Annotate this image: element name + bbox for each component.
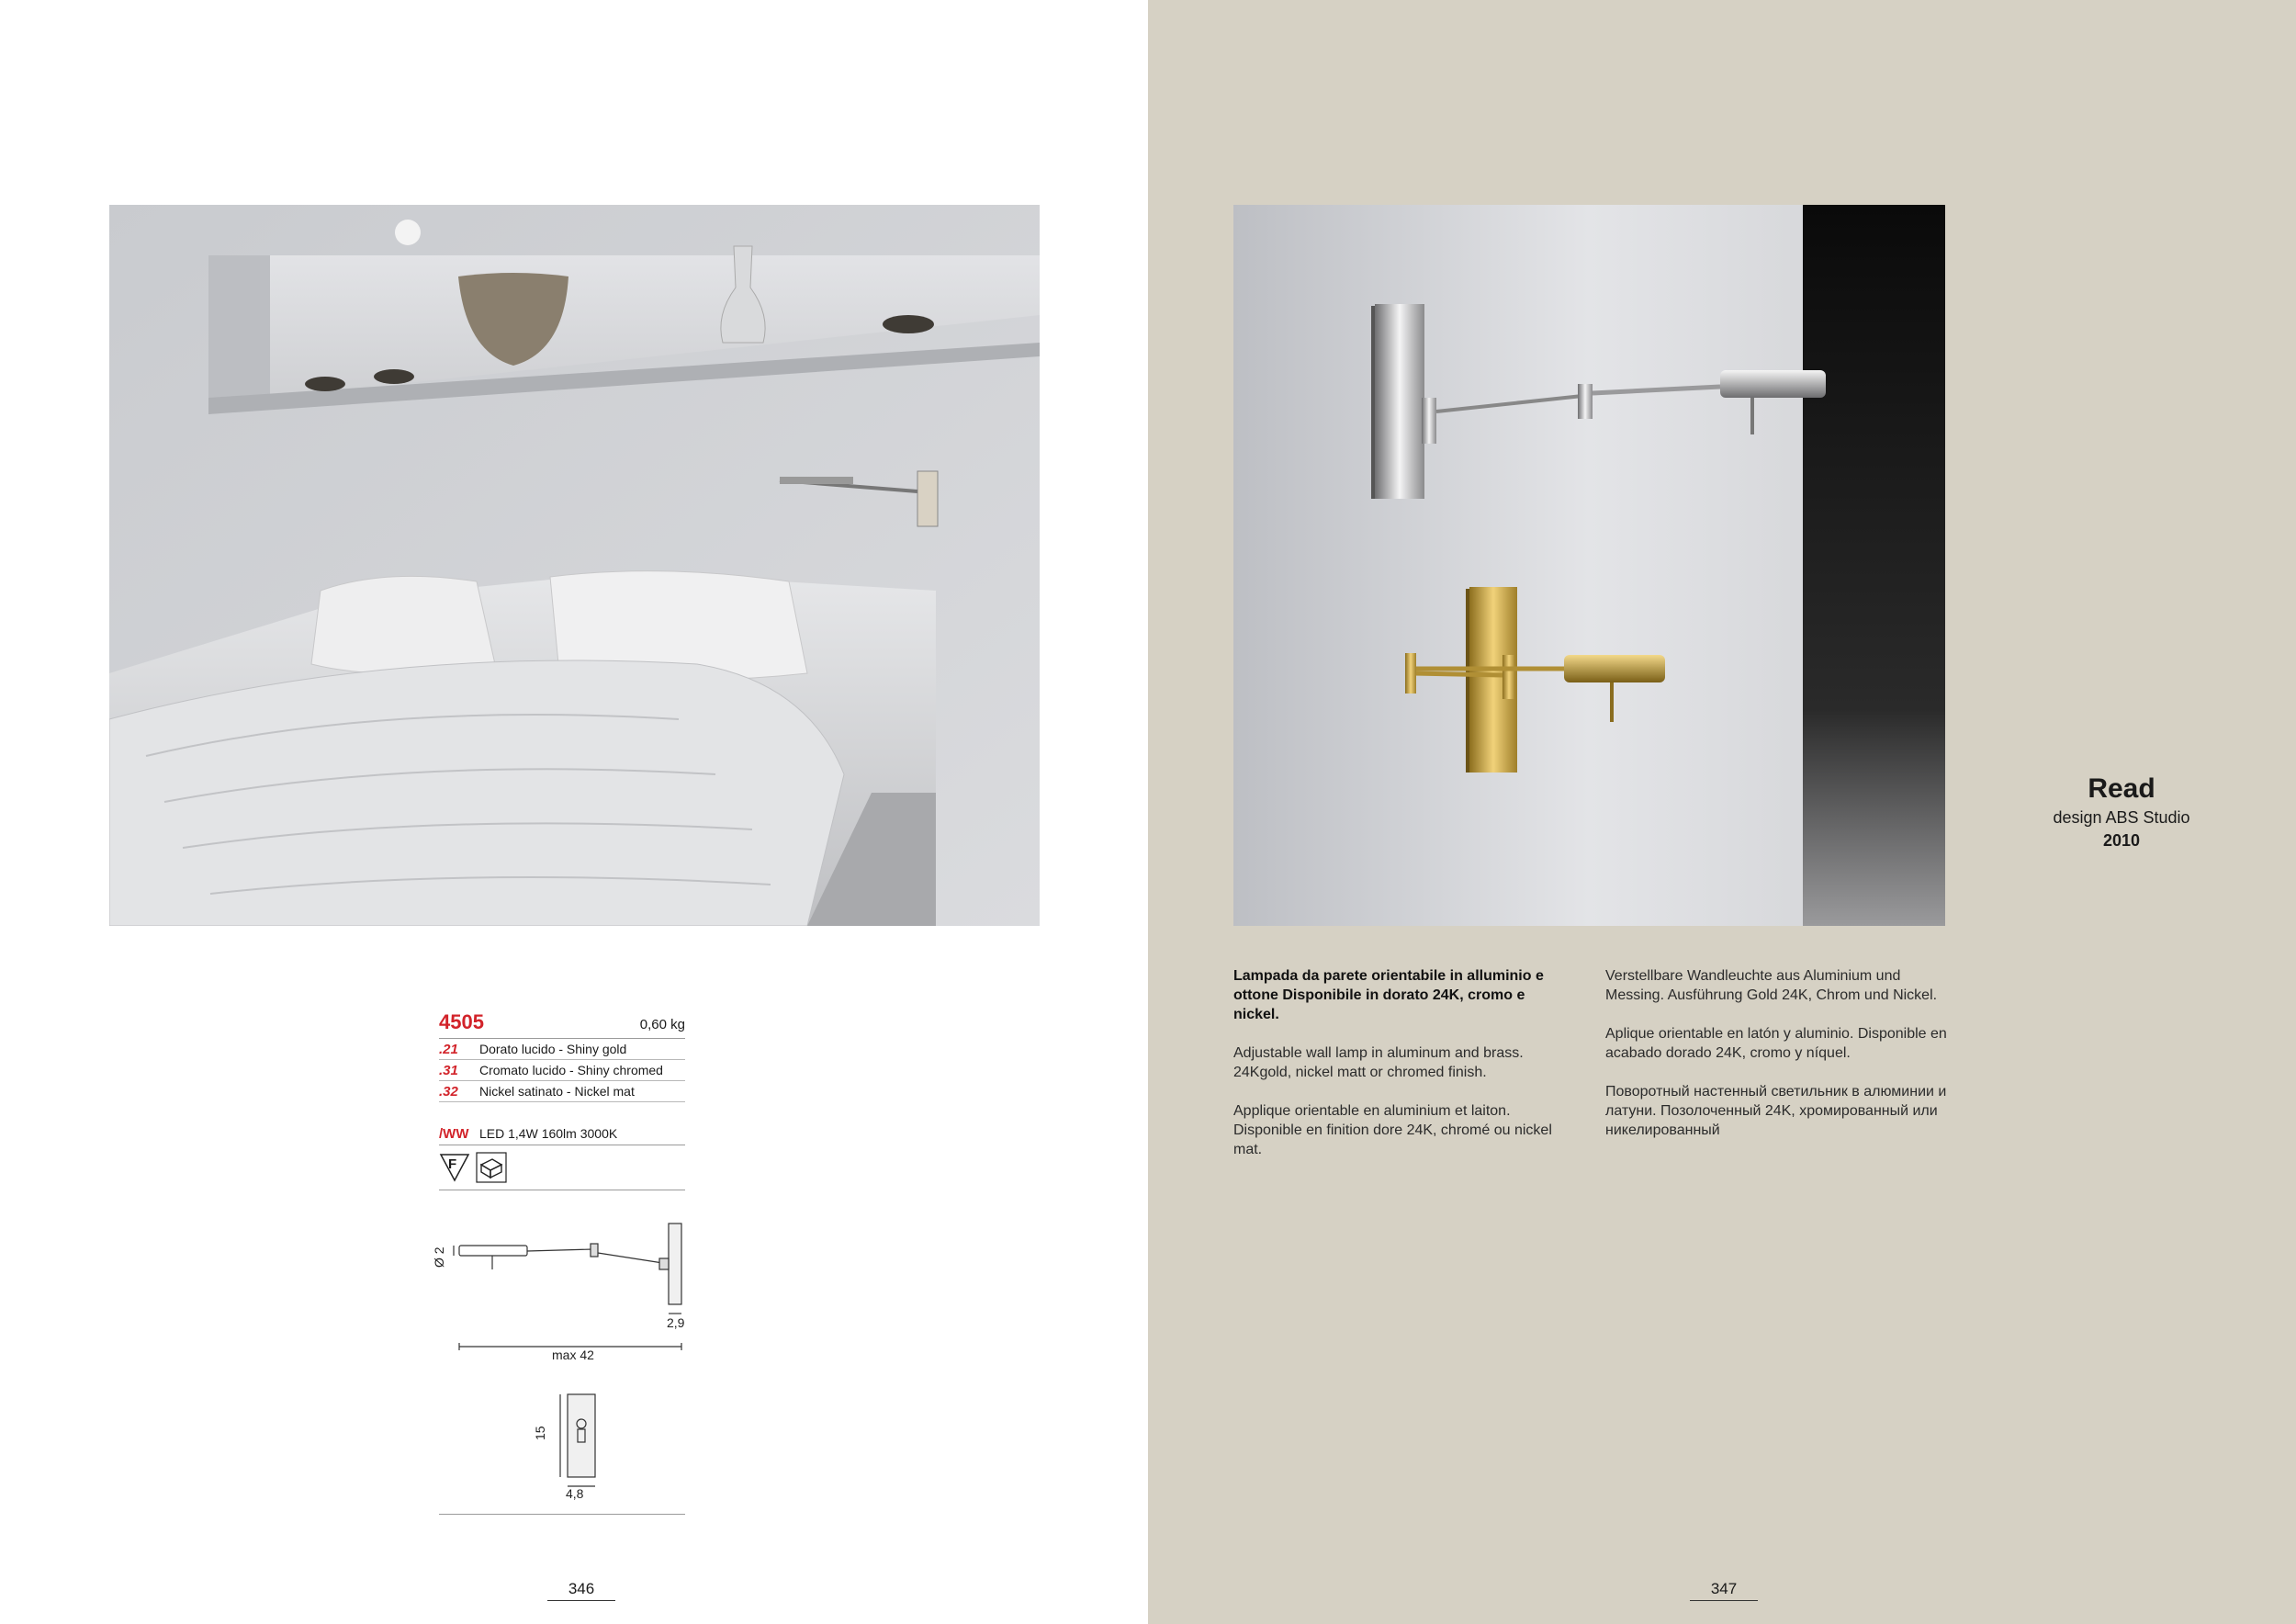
page-number-left: 346: [547, 1580, 615, 1601]
lamps-photo: [1233, 205, 1945, 926]
variant-row: [439, 1081, 685, 1102]
max-length-dimension: max 42: [552, 1348, 594, 1362]
depth-dimension: 2,9: [667, 1315, 685, 1330]
product-code: 4505: [439, 1010, 484, 1033]
product-title-block: [2030, 773, 2213, 851]
height-dimension: 15: [533, 1426, 547, 1440]
variant-label: Cromato lucido - Shiny chromed: [479, 1063, 663, 1077]
description-english: Adjustable wall lamp in aluminum and brass. 24Kgold, nickel matt or chromed finish.: [1233, 1045, 1524, 1080]
description-spanish: Aplique orientable en latón y aluminio. Disponible en acabado dorado 24K, cromo y níquel.: [1605, 1026, 1947, 1061]
product-name: Read: [2088, 773, 2155, 804]
product-weight: 0,60 kg: [639, 1017, 685, 1032]
description-german: Verstellbare Wandleuchte aus Aluminium und Messing. Ausführung Gold 24K, Chrom und Nickel.: [1605, 968, 1938, 1003]
f-mark-icon: [439, 1152, 470, 1183]
width-dimension: 4,8: [566, 1486, 584, 1501]
front-view-drawing: [542, 1387, 634, 1497]
page-number-right: 347: [1690, 1580, 1758, 1601]
variant-row: [439, 1039, 685, 1060]
bedroom-photo: [109, 205, 1040, 926]
variant-label: Nickel satinato - Nickel mat: [479, 1084, 635, 1099]
variant-code: .21: [439, 1041, 458, 1057]
side-view-drawing: [439, 1212, 685, 1350]
led-module-icon: [476, 1152, 507, 1183]
spec-table: [439, 1010, 685, 1190]
f-mark-label: F: [448, 1156, 457, 1172]
description-russian: Поворотный настенный светильник в алюминии и латуни. Позолоченный 24K, хромированный или никелированный: [1605, 1084, 1947, 1138]
designer-credit: design ABS Studio: [2053, 808, 2190, 827]
spec-divider: [439, 1514, 685, 1515]
certification-row: [439, 1145, 685, 1190]
description-french: Applique orientable en aluminium et laiton. Disponible en finition dore 24K, chromé ou nickel mat.: [1233, 1103, 1552, 1157]
diameter-dimension: Ø 2: [432, 1246, 446, 1268]
variant-label: Dorato lucido - Shiny gold: [479, 1042, 627, 1056]
led-label: LED 1,4W 160lm 3000K: [479, 1126, 618, 1141]
description-italian: Lampada da parete orientabile in alluminio e ottone Disponibile in dorato 24K, cromo e nickel.: [1233, 968, 1544, 1022]
variant-code: .32: [439, 1083, 458, 1100]
design-year: 2010: [2102, 831, 2141, 850]
variant-code: .31: [439, 1062, 458, 1078]
led-row: [439, 1122, 685, 1145]
led-code: /WW: [439, 1125, 469, 1142]
description-column-left: [1233, 966, 1562, 1179]
spec-header: [439, 1010, 685, 1039]
variant-row: [439, 1060, 685, 1081]
description-column-right: [1605, 966, 1954, 1159]
